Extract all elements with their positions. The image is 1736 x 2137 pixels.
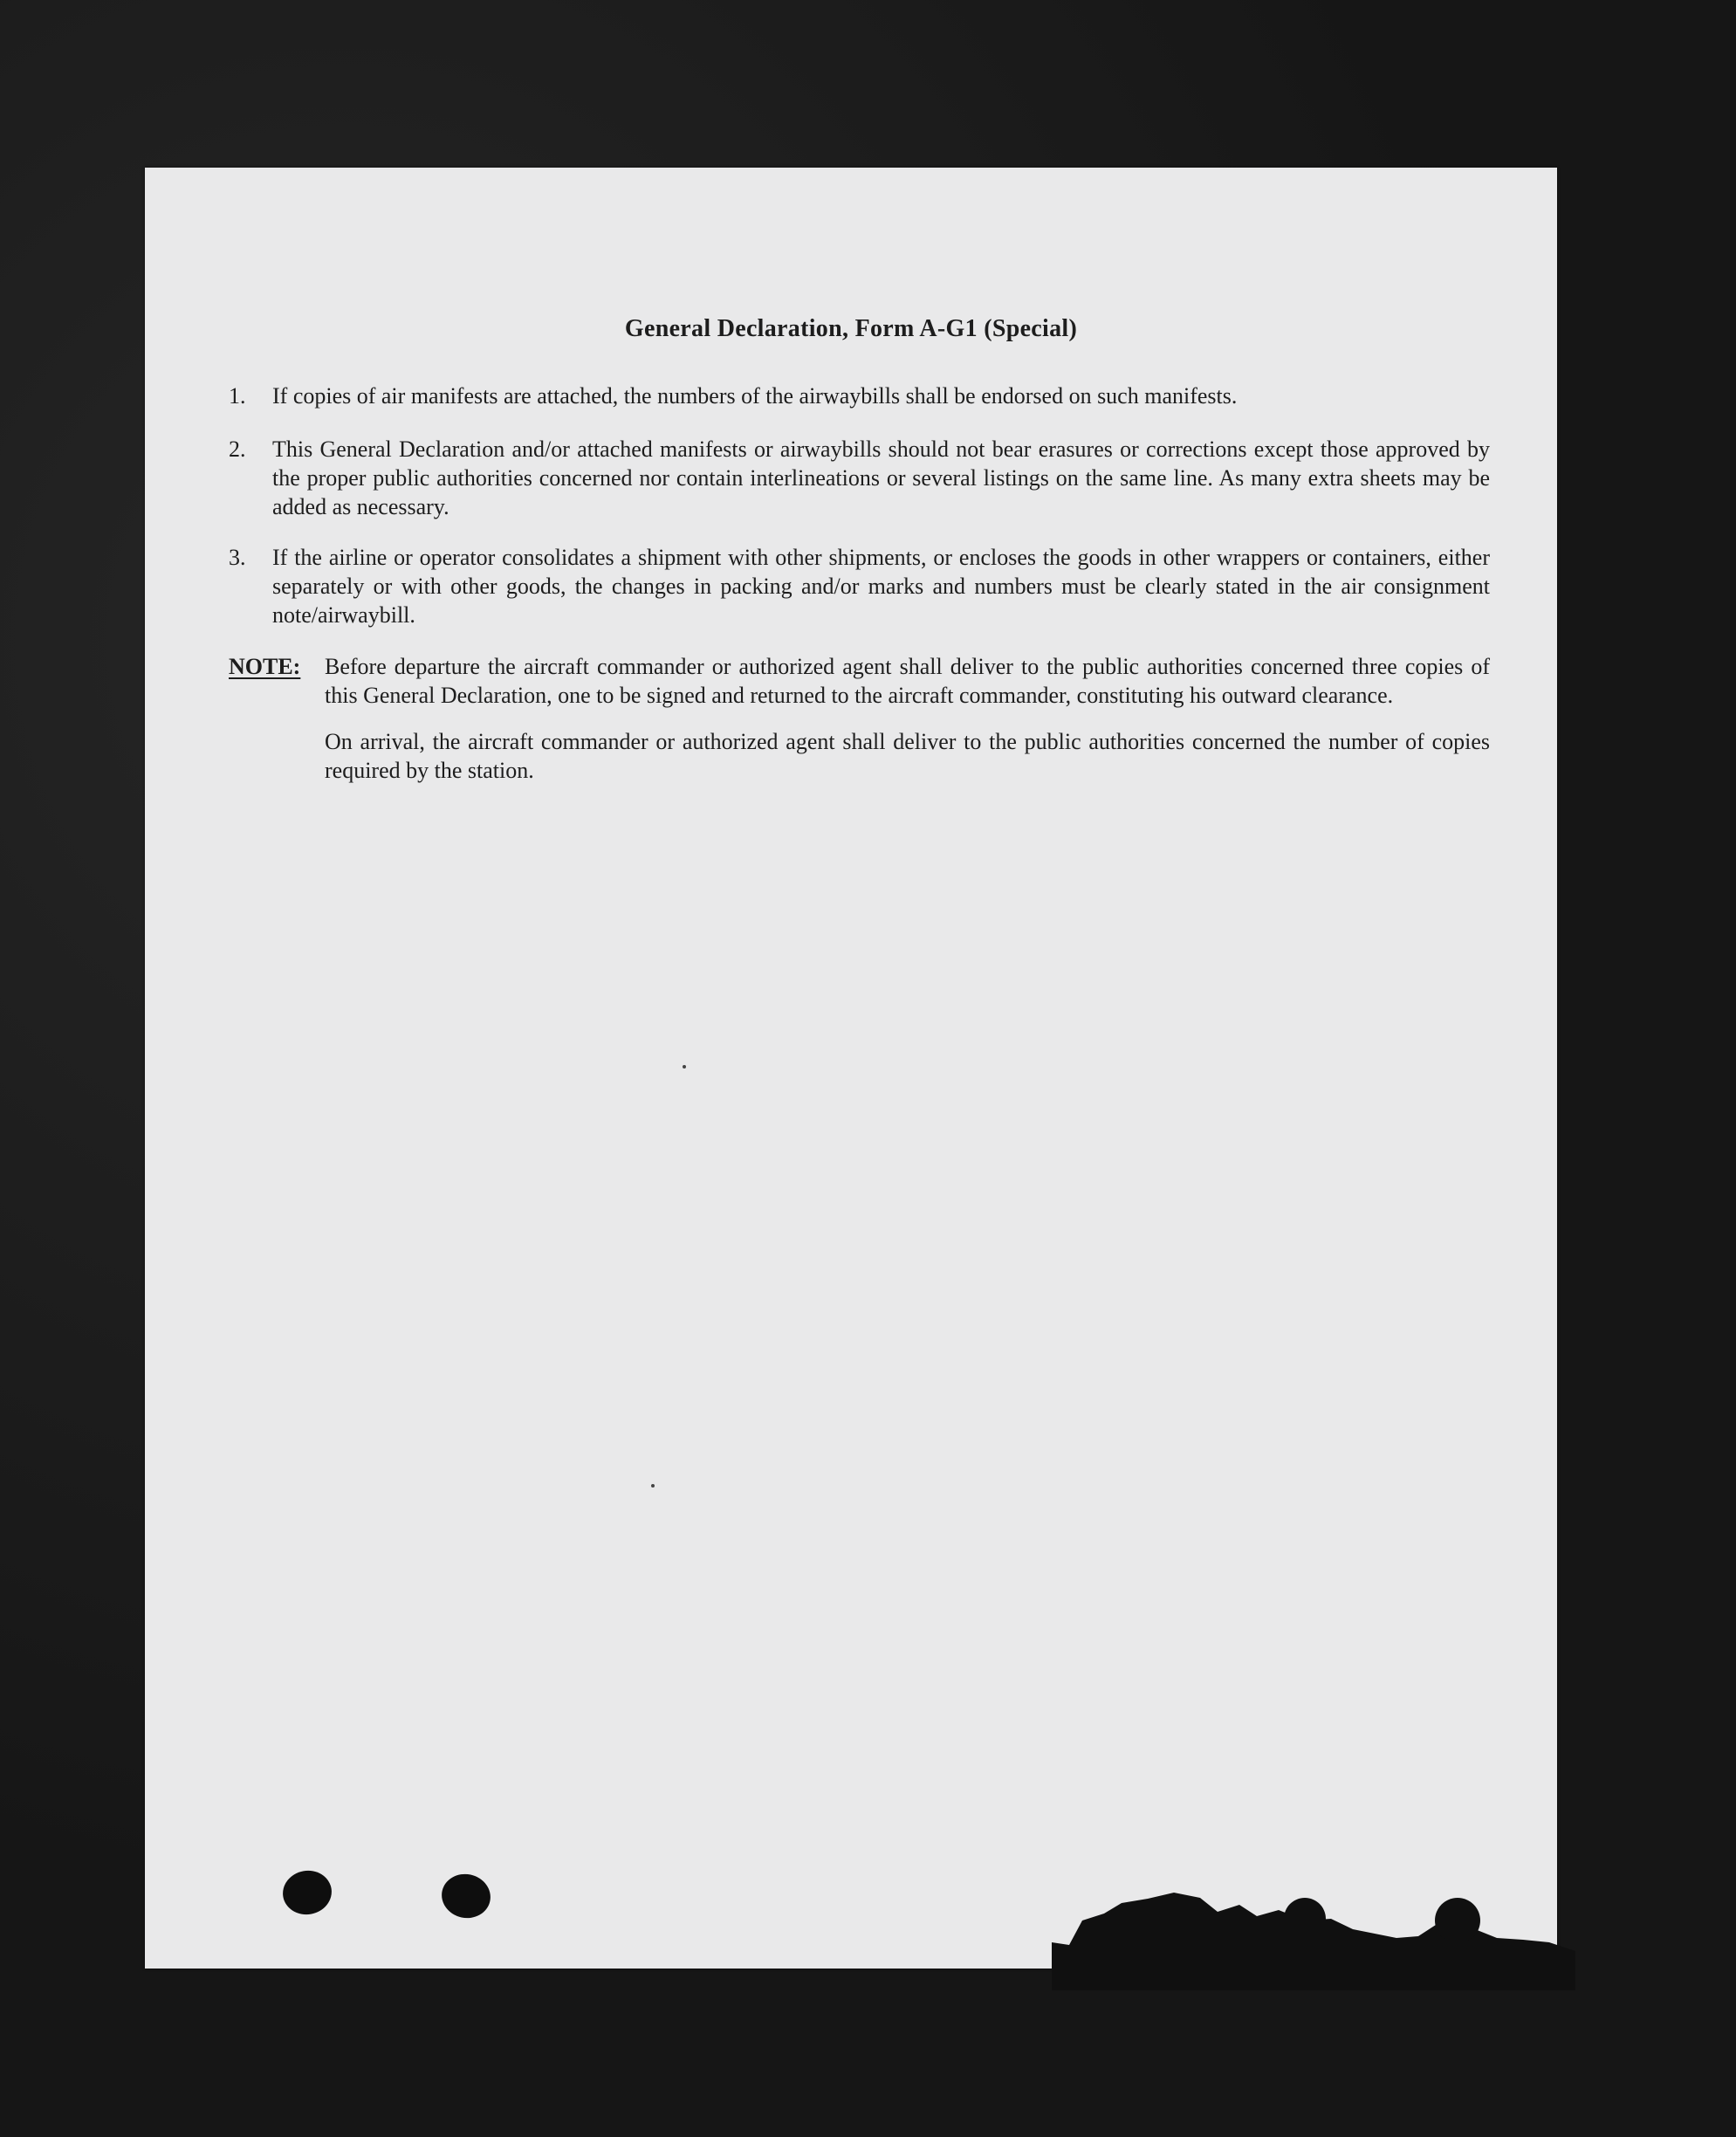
item-number: 1. [229, 383, 246, 409]
item-number: 3. [229, 545, 246, 570]
note-label: NOTE: [229, 654, 301, 679]
item-text: This General Declaration and/or attached manifests or airwaybills should not bear erasures or corrections except those approved by the proper public authorities concerned nor contain interlineations or several listings on the same line. As many extra sheets may be added as necessary. [272, 436, 1490, 519]
paper-speck [651, 1484, 655, 1488]
note-paragraph-1: Before departure the aircraft commander or authorized agent shall deliver to the public authorities concerned three copies of this General Declaration, one to be signed and returned to the aircraft commander, constituting his outward clearance. [325, 654, 1490, 708]
item-text: If the airline or operator consolidates a shipment with other shipments, or encloses the goods in other wrappers or containers, either separately or with other goods, the changes in packing and/or marks and numbers must be clearly stated in the air consignment note/airwaybill. [272, 545, 1490, 628]
item-text: If copies of air manifests are attached, the numbers of the airwaybills shall be endorsed on such manifests. [272, 383, 1238, 409]
document-sheet [145, 168, 1557, 1969]
document-title: General Declaration, Form A-G1 (Special) [624, 315, 1078, 342]
torn-edge-damage [1052, 1868, 1575, 1990]
note-body [325, 652, 1490, 785]
item-number: 2. [229, 436, 246, 462]
paper-speck [683, 1065, 686, 1068]
note-paragraph-2: On arrival, the aircraft commander or authorized agent shall deliver to the public authorities concerned the number of copies required by the station. [325, 729, 1490, 783]
